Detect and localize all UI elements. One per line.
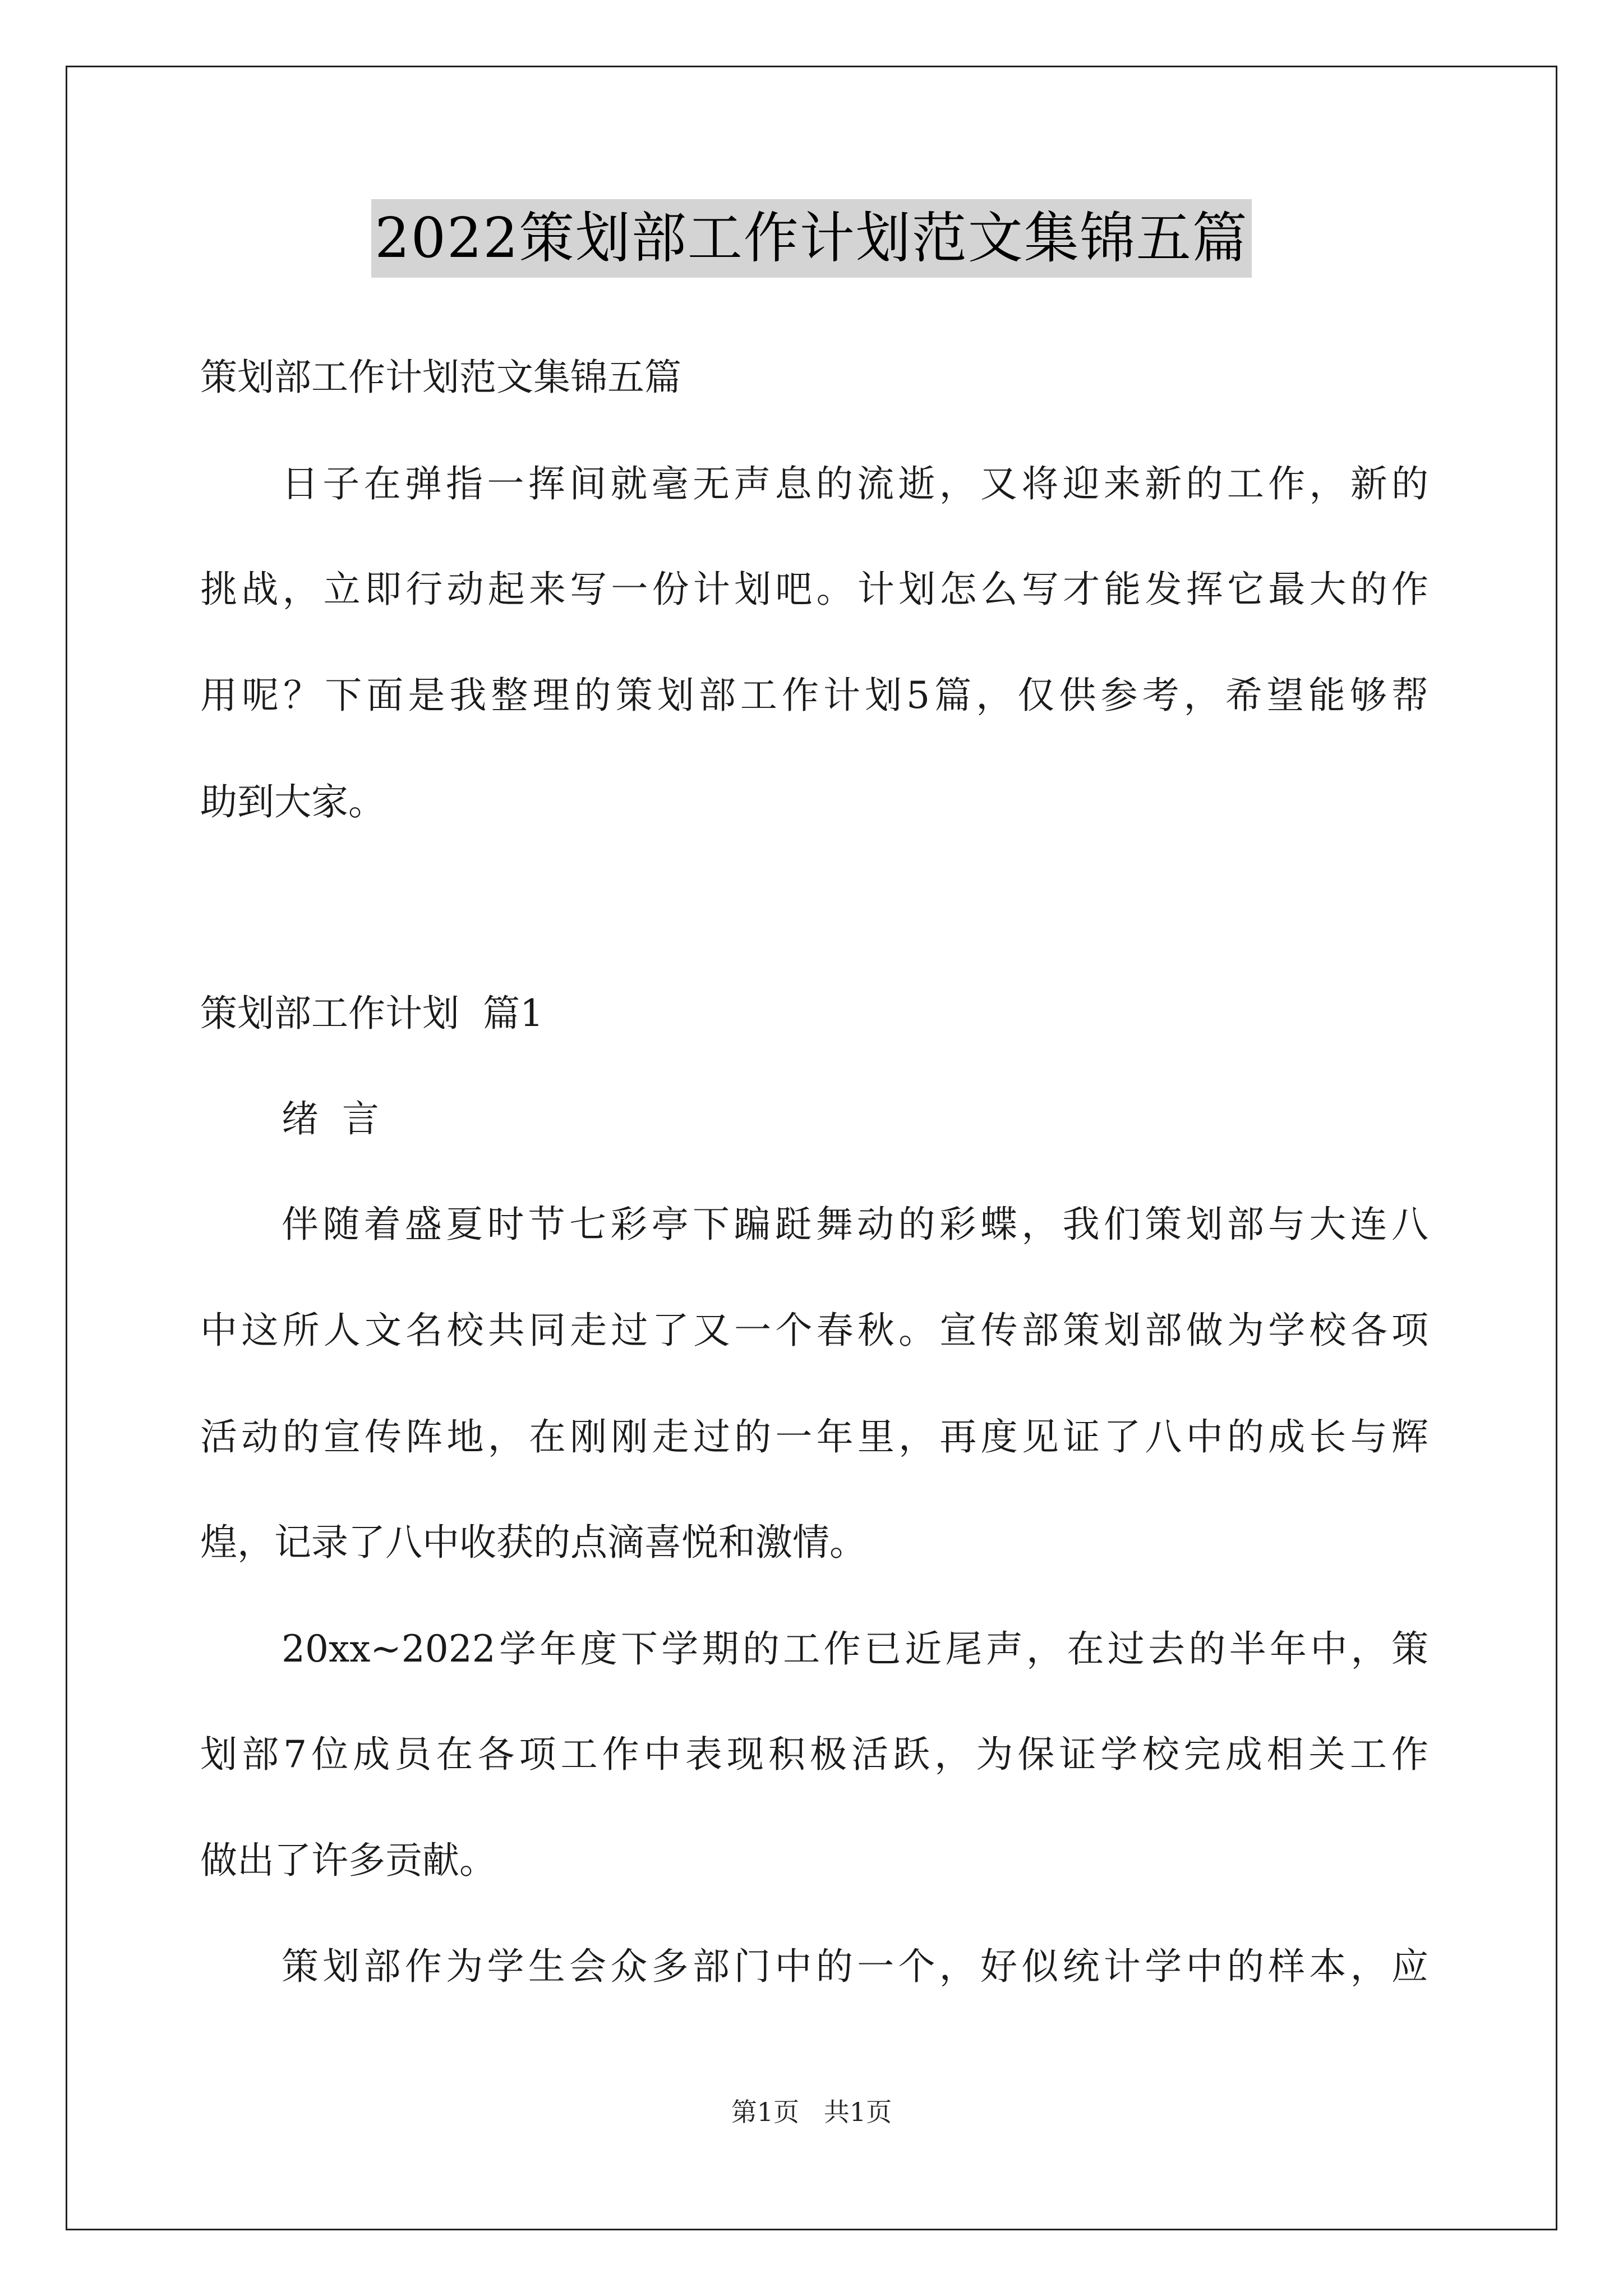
section-heading: 策划部工作计划 篇1 bbox=[200, 992, 543, 1035]
para1-line-2: 中这所人文名校共同走过了又一个春秋。宣传部策划部做为学校各项 bbox=[200, 1309, 1428, 1352]
page-footer: 第1页 共1页 bbox=[731, 2097, 892, 2127]
para2-line-3: 做出了许多贡献。 bbox=[200, 1839, 496, 1882]
intro-line-4: 助到大家。 bbox=[200, 780, 385, 823]
intro-line-3: 用呢？下面是我整理的策划部工作计划5篇，仅供参考，希望能够帮 bbox=[200, 674, 1428, 717]
para1-line-3: 活动的宣传阵地，在刚刚走过的一年里，再度见证了八中的成长与辉 bbox=[200, 1415, 1428, 1458]
intro-line-2: 挑战，立即行动起来写一份计划吧。计划怎么写才能发挥它最大的作 bbox=[200, 568, 1428, 611]
para2-line-1: 20xx~2022学年度下学期的工作已近尾声，在过去的半年中，策 bbox=[282, 1627, 1428, 1671]
para2-line-2: 划部7位成员在各项工作中表现积极活跃，为保证学校完成相关工作 bbox=[200, 1733, 1428, 1776]
document-subtitle: 策划部工作计划范文集锦五篇 bbox=[200, 356, 681, 399]
para3-line-1: 策划部作为学生会众多部门中的一个，好似统计学中的样本，应 bbox=[282, 1945, 1428, 1988]
document-title: 2022策划部工作计划范文集锦五篇 bbox=[371, 199, 1251, 278]
title-block bbox=[0, 199, 1623, 278]
intro-line-1: 日子在弹指一挥间就毫无声息的流逝，又将迎来新的工作，新的 bbox=[282, 462, 1428, 505]
para1-line-4: 煌，记录了八中收获的点滴喜悦和激情。 bbox=[200, 1521, 866, 1564]
preface-label: 绪 言 bbox=[282, 1097, 379, 1140]
para1-line-1: 伴随着盛夏时节七彩亭下蹁跹舞动的彩蝶，我们策划部与大连八 bbox=[282, 1203, 1428, 1246]
